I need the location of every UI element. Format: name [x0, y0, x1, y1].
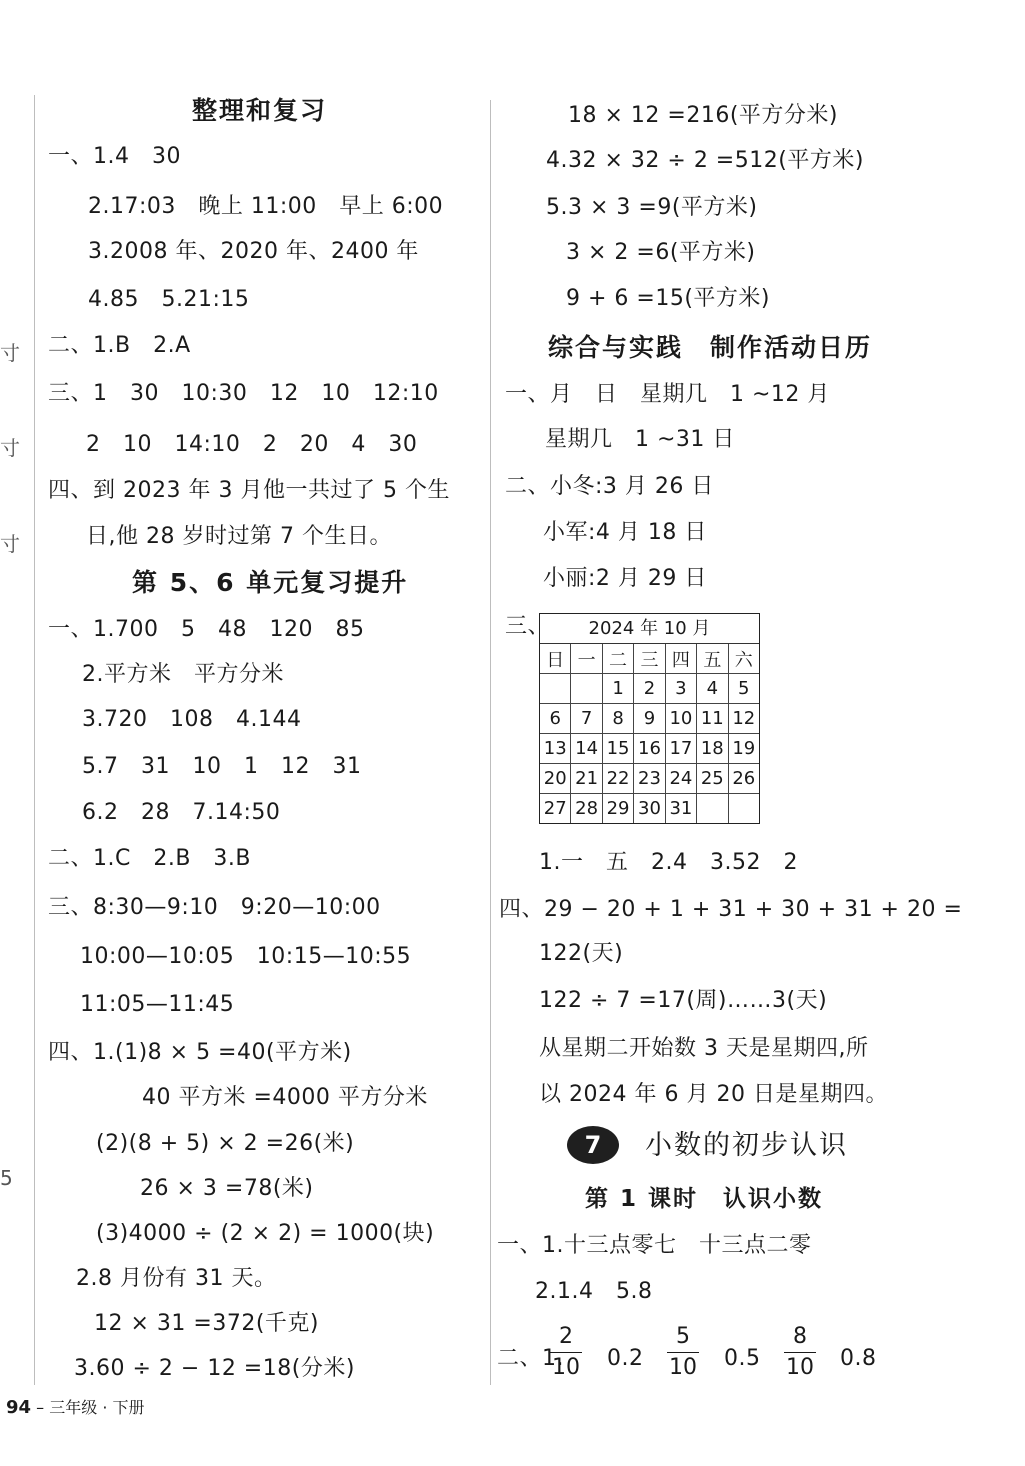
- answer-line: 4.32 × 32 ÷ 2 =512(平方米): [546, 148, 864, 173]
- answer-line: 2.平方米 平方分米: [82, 662, 284, 687]
- day-cell: 15: [602, 734, 633, 764]
- weekday-cell: 三: [634, 644, 665, 674]
- calendar-week-row: [540, 764, 759, 794]
- day-cell: [540, 674, 571, 704]
- fraction-numerator: 2: [559, 1324, 573, 1349]
- answer-line: 四、到 2023 年 3 月他一共过了 5 个生: [48, 478, 450, 503]
- answer-line: 18 × 12 =216(平方分米): [568, 103, 838, 128]
- answer-line: 122(天): [539, 941, 624, 966]
- day-cell: [697, 794, 728, 824]
- day-cell: 8: [602, 704, 633, 734]
- day-cell: 10: [665, 704, 696, 734]
- section-title-practice: 综合与实践 制作活动日历: [548, 333, 873, 362]
- answer-line: 3.720 108 4.144: [82, 707, 302, 732]
- answer-line: 二、1.C 2.B 3.B: [48, 846, 252, 871]
- fraction-numerator: 5: [676, 1324, 690, 1349]
- day-cell: 27: [540, 794, 571, 824]
- weekday-cell: 六: [728, 644, 759, 674]
- day-cell: 16: [634, 734, 665, 764]
- page-footer: [6, 1395, 145, 1418]
- edge-char: 寸: [0, 436, 20, 460]
- answer-line: 5.7 31 10 1 12 31: [82, 754, 362, 779]
- day-cell: 18: [697, 734, 728, 764]
- decimal-value: 0.2: [607, 1346, 644, 1371]
- day-cell: 22: [602, 764, 633, 794]
- decimal-value: 0.8: [840, 1346, 877, 1371]
- answer-line: 3.60 ÷ 2 − 12 =18(分米): [74, 1356, 355, 1381]
- day-cell: [571, 674, 602, 704]
- answer-line: 40 平方米 =4000 平方分米: [142, 1085, 428, 1110]
- chapter-title: 小数的初步认识: [645, 1130, 848, 1161]
- answer-line: 星期几 1 ~31 日: [545, 427, 735, 452]
- answer-line: 四、1.(1)8 × 5 =40(平方米): [48, 1040, 352, 1065]
- answer-line: 2 10 14:10 2 20 4 30: [86, 432, 418, 457]
- calendar-title: 2024 年 10 月: [540, 614, 759, 644]
- book-label: 三年级 · 下册: [49, 1398, 145, 1417]
- day-cell: 3: [665, 674, 696, 704]
- answer-line: 2.17:03 晚上 11:00 早上 6:00: [88, 194, 444, 219]
- answer-line: 3 × 2 =6(平方米): [566, 240, 756, 265]
- decimal-value: 0.5: [724, 1346, 761, 1371]
- edge-char: 5: [0, 1166, 13, 1190]
- answer-line: 三、8:30—9:10 9:20—10:00: [48, 895, 381, 920]
- day-cell: [728, 794, 759, 824]
- answer-line: 9 + 6 =15(平方米): [566, 286, 771, 311]
- fraction-bar: [550, 1352, 582, 1353]
- left-margin-line: [34, 95, 35, 1385]
- answer-line: 1.一 五 2.4 3.52 2: [539, 850, 798, 875]
- question-label: 二、1.: [497, 1346, 564, 1371]
- day-cell: 25: [697, 764, 728, 794]
- fraction: [667, 1324, 699, 1381]
- fraction-denominator: 10: [552, 1355, 580, 1380]
- calendar-grid: [540, 644, 759, 823]
- day-cell: 19: [728, 734, 759, 764]
- answer-line: 一、1.4 30: [48, 144, 181, 169]
- day-cell: 29: [602, 794, 633, 824]
- fraction-numerator: 8: [793, 1324, 807, 1349]
- day-cell: 17: [665, 734, 696, 764]
- answer-line: 二、1.B 2.A: [48, 333, 191, 358]
- page-number: 94: [6, 1397, 32, 1418]
- chapter-number-badge: 7: [567, 1126, 619, 1164]
- weekday-cell: 一: [571, 644, 602, 674]
- answer-line: 5.3 × 3 =9(平方米): [546, 195, 758, 220]
- answer-line: 小丽:2 月 29 日: [543, 566, 707, 591]
- answer-line: 11:05—11:45: [80, 992, 235, 1017]
- day-cell: 9: [634, 704, 665, 734]
- day-cell: 13: [540, 734, 571, 764]
- calendar-october-2024: [539, 613, 760, 824]
- day-cell: 6: [540, 704, 571, 734]
- calendar-week-row: [540, 704, 759, 734]
- day-cell: 12: [728, 704, 759, 734]
- weekday-cell: 四: [665, 644, 696, 674]
- fraction: [784, 1324, 816, 1381]
- day-cell: 1: [602, 674, 633, 704]
- answer-line: 四、29 − 20 + 1 + 31 + 30 + 31 + 20 =: [499, 897, 963, 922]
- answer-line: 二、小冬:3 月 26 日: [505, 474, 714, 499]
- edge-char: 寸: [0, 341, 20, 365]
- answer-line: 2.1.4 5.8: [535, 1279, 653, 1304]
- day-cell: 7: [571, 704, 602, 734]
- edge-char: 寸: [0, 532, 20, 556]
- answer-line: 从星期二开始数 3 天是星期四,所: [539, 1036, 869, 1061]
- answer-line: 12 × 31 =372(千克): [94, 1311, 319, 1336]
- day-cell: 11: [697, 704, 728, 734]
- answer-line: 三、1 30 10:30 12 10 12:10: [48, 381, 439, 406]
- answer-line: 小军:4 月 18 日: [543, 520, 707, 545]
- weekday-cell: 二: [602, 644, 633, 674]
- day-cell: 4: [697, 674, 728, 704]
- section-title-review: 整理和复习: [192, 96, 328, 125]
- day-cell: 14: [571, 734, 602, 764]
- day-cell: 31: [665, 794, 696, 824]
- weekday-cell: 五: [697, 644, 728, 674]
- column-divider: [490, 100, 491, 1385]
- calendar-week-row: [540, 734, 759, 764]
- fraction-denominator: 10: [669, 1355, 697, 1380]
- fraction-bar: [784, 1352, 816, 1353]
- lesson-title: 第 1 课时 认识小数: [585, 1186, 824, 1212]
- day-cell: 20: [540, 764, 571, 794]
- answer-line: 一、1.十三点零七 十三点二零: [497, 1233, 812, 1258]
- day-cell: 30: [634, 794, 665, 824]
- answer-line: 一、月 日 星期几 1 ~12 月: [505, 382, 830, 407]
- footer-dash: –: [36, 1398, 45, 1417]
- day-cell: 5: [728, 674, 759, 704]
- answer-line: 2.8 月份有 31 天。: [76, 1266, 277, 1291]
- answer-line: 26 × 3 =78(米): [140, 1176, 314, 1201]
- weekday-cell: 日: [540, 644, 571, 674]
- fraction: [550, 1324, 582, 1381]
- answer-line: (2)(8 + 5) × 2 =26(米): [96, 1131, 355, 1156]
- section-title-unit-review: 第 5、6 单元复习提升: [132, 568, 409, 597]
- answer-line: 一、1.700 5 48 120 85: [48, 617, 365, 642]
- day-cell: 28: [571, 794, 602, 824]
- answer-line: 日,他 28 岁时过第 7 个生日。: [86, 524, 392, 549]
- calendar-weekday-row: [540, 644, 759, 674]
- answer-line: 以 2024 年 6 月 20 日是星期四。: [539, 1082, 888, 1107]
- answer-line: (3)4000 ÷ (2 × 2) = 1000(块): [96, 1221, 435, 1246]
- day-cell: 26: [728, 764, 759, 794]
- answer-line: 10:00—10:05 10:15—10:55: [80, 944, 412, 969]
- question-label: 三、: [505, 614, 551, 639]
- fraction-denominator: 10: [786, 1355, 814, 1380]
- answer-line: 4.85 5.21:15: [88, 287, 250, 312]
- fraction-bar: [667, 1352, 699, 1353]
- day-cell: 2: [634, 674, 665, 704]
- day-cell: 23: [634, 764, 665, 794]
- day-cell: 21: [571, 764, 602, 794]
- calendar-week-row: [540, 794, 759, 824]
- day-cell: 24: [665, 764, 696, 794]
- calendar-week-row: [540, 674, 759, 704]
- answer-line: 3.2008 年、2020 年、2400 年: [88, 239, 419, 264]
- answer-line: 122 ÷ 7 =17(周)……3(天): [539, 988, 828, 1013]
- answer-line: 6.2 28 7.14:50: [82, 800, 281, 825]
